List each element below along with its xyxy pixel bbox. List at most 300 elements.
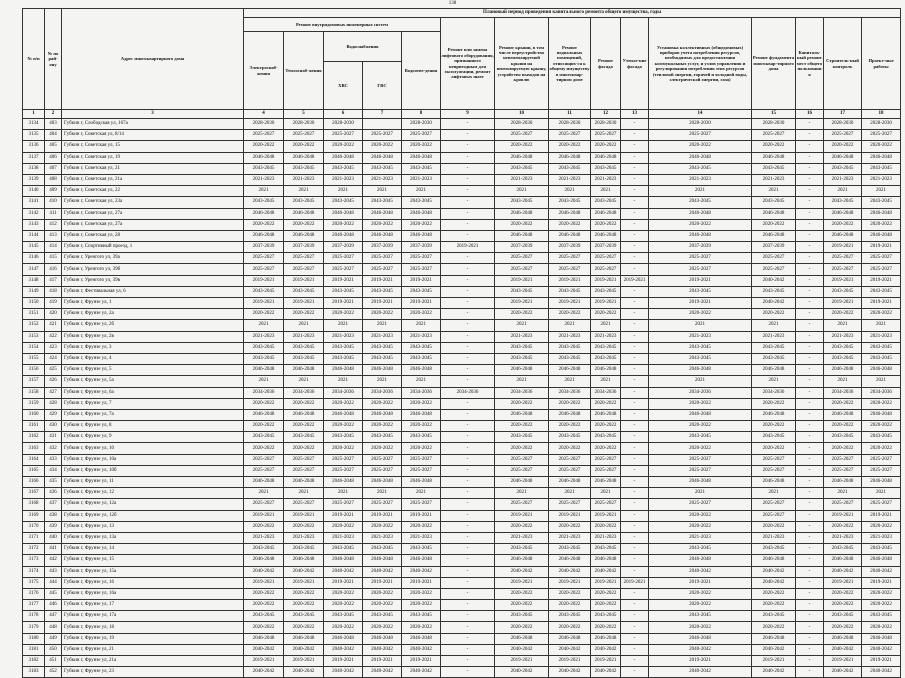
period-cell: 2021-2023 <box>649 532 752 543</box>
period-cell: 2021 <box>284 186 324 197</box>
period-cell: - <box>621 454 649 465</box>
period-cell: 2020-2022 <box>284 141 324 152</box>
index-cell: 437 <box>45 499 62 510</box>
period-cell: 2043-2045 <box>649 432 752 443</box>
period-cell: 2019-2021 <box>363 298 402 309</box>
period-cell: 2043-2045 <box>402 432 441 443</box>
address-cell: Губкин г, Фрунзе ул, 2б <box>62 320 244 331</box>
period-cell: - <box>621 130 649 141</box>
period-cell: - <box>796 197 824 208</box>
address-cell: Губкин г, Фрунзе ул, 19 <box>62 633 244 644</box>
address-cell: Губкин г, Фрунзе ул, 12а <box>62 499 244 510</box>
address-cell: Губкин г, Фрунзе ул, 17 <box>62 600 244 611</box>
table-header <box>23 9 901 119</box>
period-cell: 2020-2022 <box>284 521 324 532</box>
period-cell: 2021 <box>824 186 862 197</box>
index-cell: 3134 <box>23 119 45 130</box>
index-cell: 412 <box>45 219 62 230</box>
period-cell: - <box>796 387 824 398</box>
period-cell: 2046-2048 <box>402 409 441 420</box>
index-cell: 3169 <box>23 510 45 521</box>
period-cell: 2021 <box>862 186 901 197</box>
period-cell: 2020-2022 <box>752 309 796 320</box>
period-cell: 2020-2022 <box>591 309 621 320</box>
period-cell: 2025-2027 <box>324 253 363 264</box>
column-number: 12 <box>591 110 621 119</box>
period-cell: 2046-2048 <box>402 365 441 376</box>
period-cell: 2021-2023 <box>495 331 549 342</box>
period-cell: 2021 <box>495 320 549 331</box>
period-cell: 2020-2022 <box>824 600 862 611</box>
period-cell: 2020-2022 <box>591 521 621 532</box>
period-cell: 2019-2021 <box>324 275 363 286</box>
index-cell: 423 <box>45 342 62 353</box>
table-row <box>23 387 901 398</box>
period-cell: 2040-2042 <box>752 644 796 655</box>
period-cell: - <box>441 253 495 264</box>
period-cell: 2020-2022 <box>752 443 796 454</box>
page-number: 138 <box>448 1 457 6</box>
period-cell: 2020-2022 <box>495 600 549 611</box>
table-row <box>23 421 901 432</box>
period-cell: - <box>441 219 495 230</box>
period-cell: 2046-2048 <box>495 633 549 644</box>
column-number-row <box>23 110 901 119</box>
period-cell: 2025-2027 <box>752 465 796 476</box>
period-cell: 2043-2045 <box>402 163 441 174</box>
period-cell: 2020-2022 <box>363 309 402 320</box>
period-cell: 2020-2022 <box>402 219 441 230</box>
index-cell: 425 <box>45 365 62 376</box>
period-cell: 2020-2022 <box>363 443 402 454</box>
index-cell: 448 <box>45 622 62 633</box>
period-cell: 2020-2022 <box>862 141 901 152</box>
period-cell: 2025-2027 <box>363 253 402 264</box>
period-cell: 2021-2023 <box>649 174 752 185</box>
period-cell: 2046-2048 <box>862 633 901 644</box>
period-cell: - <box>441 309 495 320</box>
address-cell: Губкин г, Уренгого ул, 39б <box>62 264 244 275</box>
period-cell: 2020-2022 <box>324 309 363 320</box>
col-meters: Установка коллективных (общедомовых) приборов учета потребления ресурсов, необходимых для предоставления коммунальных услуг, и узлов управления и регулирования потребления этих ресурсов (тепловой энергии, горячей и холодной воды, электрической энергии, газа) <box>649 18 752 110</box>
period-cell: - <box>441 532 495 543</box>
period-cell: - <box>621 443 649 454</box>
period-cell: 2043-2045 <box>244 197 284 208</box>
table-row <box>23 353 901 364</box>
period-cell: 2046-2048 <box>244 633 284 644</box>
period-cell: 2043-2045 <box>549 611 591 622</box>
period-cell: 2021-2023 <box>752 331 796 342</box>
period-cell: 2020-2022 <box>824 622 862 633</box>
period-cell: 2025-2027 <box>324 499 363 510</box>
period-cell: 2046-2048 <box>591 477 621 488</box>
period-cell: 2028-2030 <box>402 119 441 130</box>
table-row <box>23 588 901 599</box>
period-cell: 2043-2045 <box>363 544 402 555</box>
table-row <box>23 667 901 678</box>
period-cell: 2028-2030 <box>649 119 752 130</box>
period-cell: 2043-2045 <box>244 286 284 297</box>
period-cell: - <box>441 331 495 342</box>
period-cell: 2046-2048 <box>363 152 402 163</box>
index-cell: 444 <box>45 577 62 588</box>
period-cell: - <box>796 130 824 141</box>
period-cell: 2021 <box>549 376 591 387</box>
period-cell: 2021-2023 <box>402 174 441 185</box>
period-cell: 2021 <box>363 488 402 499</box>
period-cell: 2046-2048 <box>495 555 549 566</box>
period-cell: 2020-2022 <box>284 588 324 599</box>
period-cell: 2020-2022 <box>363 600 402 611</box>
period-cell: 2019-2021 <box>862 510 901 521</box>
address-cell: Губкин г, Фрунзе ул, 10а <box>62 454 244 465</box>
period-cell: 2043-2045 <box>752 353 796 364</box>
period-cell: 2020-2022 <box>284 398 324 409</box>
period-cell: - <box>796 242 824 253</box>
period-cell: 2043-2045 <box>752 544 796 555</box>
period-cell: - <box>441 365 495 376</box>
period-cell: 2040-2042 <box>752 298 796 309</box>
period-cell: 2020-2022 <box>402 309 441 320</box>
period-cell: 2046-2048 <box>324 477 363 488</box>
table-row <box>23 186 901 197</box>
period-cell: - <box>441 130 495 141</box>
period-cell: 2043-2045 <box>752 432 796 443</box>
index-cell: 3160 <box>23 409 45 420</box>
period-cell: 2020-2022 <box>752 622 796 633</box>
period-cell: 2019-2021 <box>244 656 284 667</box>
period-cell: 2040-2042 <box>284 566 324 577</box>
period-cell: 2019-2021 <box>621 275 649 286</box>
period-cell: 2019-2021 <box>824 577 862 588</box>
period-cell: 2046-2048 <box>284 633 324 644</box>
period-cell: 2040-2042 <box>862 566 901 577</box>
period-cell: 2043-2045 <box>363 197 402 208</box>
period-cell: 2040-2042 <box>549 667 591 678</box>
col-basement: Ремонт подвальных помещений, относящих-ся к общему имуществу в многоквар-тирном доме <box>549 18 591 110</box>
period-cell: 2020-2022 <box>284 600 324 611</box>
period-cell: 2020-2022 <box>363 398 402 409</box>
column-number: 14 <box>649 110 752 119</box>
period-cell: 2025-2027 <box>649 130 752 141</box>
period-cell: 2046-2048 <box>752 409 796 420</box>
table-row <box>23 253 901 264</box>
period-cell: 2043-2045 <box>244 432 284 443</box>
period-cell: 2021-2023 <box>284 532 324 543</box>
period-cell: 2040-2042 <box>649 644 752 655</box>
period-cell: - <box>441 264 495 275</box>
index-cell: 439 <box>45 521 62 532</box>
period-cell: 2046-2048 <box>649 230 752 241</box>
period-cell: 2046-2048 <box>549 365 591 376</box>
period-cell: 2046-2048 <box>862 555 901 566</box>
period-cell: - <box>441 208 495 219</box>
period-cell: 2034-2036 <box>284 387 324 398</box>
period-cell: 2043-2045 <box>402 611 441 622</box>
period-cell: 2046-2048 <box>862 477 901 488</box>
period-cell: 2043-2045 <box>591 163 621 174</box>
period-cell: 2028-2030 <box>824 119 862 130</box>
period-cell: 2043-2045 <box>862 197 901 208</box>
index-cell: 404 <box>45 130 62 141</box>
address-cell: Губкин г, Фрунзе ул, 15 <box>62 555 244 566</box>
period-cell: 2025-2027 <box>324 130 363 141</box>
period-cell: 2046-2048 <box>402 230 441 241</box>
period-cell: 2021 <box>363 186 402 197</box>
period-cell: 2021-2023 <box>402 331 441 342</box>
address-cell: Губкин г, Советская ул, 21 <box>62 163 244 174</box>
period-cell: 2025-2027 <box>324 264 363 275</box>
index-cell: 3180 <box>23 633 45 644</box>
period-cell: 2040-2042 <box>495 566 549 577</box>
period-cell: 2021-2023 <box>591 532 621 543</box>
period-cell: 2019-2021 <box>549 656 591 667</box>
period-cell: 2046-2048 <box>649 477 752 488</box>
period-cell: 2046-2048 <box>495 152 549 163</box>
period-cell: 2020-2022 <box>402 398 441 409</box>
period-cell: 2040-2042 <box>824 667 862 678</box>
address-cell: Губкин г, Фрунзе ул, 14 <box>62 544 244 555</box>
address-cell: Губкин г, Спортивный проезд, 1 <box>62 242 244 253</box>
period-cell: 2025-2027 <box>244 454 284 465</box>
period-cell: 2043-2045 <box>244 353 284 364</box>
period-cell: 2043-2045 <box>363 286 402 297</box>
address-cell: Губкин г, Уренгого ул, 39а <box>62 253 244 264</box>
table-row <box>23 219 901 230</box>
index-cell: 449 <box>45 633 62 644</box>
period-cell: 2019-2021 <box>284 275 324 286</box>
period-cell: - <box>796 577 824 588</box>
period-cell: 2021 <box>752 488 796 499</box>
index-cell: 3149 <box>23 286 45 297</box>
period-cell: 2019-2021 <box>244 298 284 309</box>
period-cell: 2020-2022 <box>591 588 621 599</box>
table-row <box>23 499 901 510</box>
col-district-no: № по рай-ону <box>45 9 62 110</box>
index-cell: 3139 <box>23 174 45 185</box>
period-cell: 2040-2042 <box>752 566 796 577</box>
period-cell: 2020-2022 <box>649 141 752 152</box>
period-cell: 2020-2022 <box>591 141 621 152</box>
period-cell: 2019-2021 <box>244 577 284 588</box>
period-cell: 2019-2021 <box>649 656 752 667</box>
period-cell: 2034-2036 <box>363 387 402 398</box>
period-cell: 2043-2045 <box>324 611 363 622</box>
period-cell: 2043-2045 <box>824 611 862 622</box>
table-row <box>23 443 901 454</box>
period-cell: 2046-2048 <box>402 477 441 488</box>
index-cell: 436 <box>45 488 62 499</box>
column-number: 7 <box>363 110 402 119</box>
period-cell: 2019-2021 <box>591 298 621 309</box>
index-cell: 3136 <box>23 141 45 152</box>
col-heat: Теплоснаб-жения <box>284 32 324 110</box>
period-cell: 2040-2042 <box>591 644 621 655</box>
period-cell: 2043-2045 <box>824 163 862 174</box>
period-cell: 2043-2045 <box>824 286 862 297</box>
table-row <box>23 309 901 320</box>
period-cell: 2040-2042 <box>752 275 796 286</box>
period-cell: 2046-2048 <box>402 555 441 566</box>
period-cell: - <box>441 600 495 611</box>
period-cell: 2034-2036 <box>549 387 591 398</box>
table-row <box>23 409 901 420</box>
period-cell: - <box>796 622 824 633</box>
period-cell: 2043-2045 <box>549 342 591 353</box>
period-cell: 2020-2022 <box>752 219 796 230</box>
period-cell: 2020-2022 <box>824 309 862 320</box>
period-cell: 2046-2048 <box>402 208 441 219</box>
period-cell: 2046-2048 <box>591 409 621 420</box>
period-cell: 2021 <box>244 186 284 197</box>
index-cell: 3173 <box>23 555 45 566</box>
period-cell: 2043-2045 <box>591 432 621 443</box>
period-cell: 2043-2045 <box>591 197 621 208</box>
period-cell: 2019-2021 <box>824 510 862 521</box>
period-cell: 2021-2023 <box>244 174 284 185</box>
period-cell: - <box>796 365 824 376</box>
period-cell: - <box>796 566 824 577</box>
period-cell: 2046-2048 <box>284 230 324 241</box>
period-cell: - <box>796 454 824 465</box>
period-cell: - <box>441 432 495 443</box>
period-cell: 2043-2045 <box>649 342 752 353</box>
period-cell: 2040-2042 <box>824 566 862 577</box>
period-cell: 2020-2022 <box>862 421 901 432</box>
period-cell: 2043-2045 <box>324 544 363 555</box>
period-cell: 2043-2045 <box>862 286 901 297</box>
period-cell: 2040-2042 <box>244 566 284 577</box>
period-cell: 2043-2045 <box>649 353 752 364</box>
period-cell: 2025-2027 <box>402 499 441 510</box>
period-cell: 2025-2027 <box>549 253 591 264</box>
period-cell: 2043-2045 <box>495 286 549 297</box>
period-cell: 2025-2027 <box>752 454 796 465</box>
period-cell: 2020-2022 <box>363 421 402 432</box>
index-cell: 3145 <box>23 242 45 253</box>
period-cell: 2040-2042 <box>549 566 591 577</box>
period-cell: - <box>621 242 649 253</box>
period-cell: 2021 <box>549 186 591 197</box>
period-cell: 2025-2027 <box>549 130 591 141</box>
index-cell: 3143 <box>23 219 45 230</box>
period-cell: 2020-2022 <box>495 521 549 532</box>
period-cell: 2021-2023 <box>244 331 284 342</box>
period-cell: 2043-2045 <box>284 611 324 622</box>
period-cell: 2046-2048 <box>244 555 284 566</box>
table-row <box>23 577 901 588</box>
address-cell: Губкин г, Уренгого ул, 39в <box>62 275 244 286</box>
address-cell: Губкин г, Фрунзе ул, 7а <box>62 409 244 420</box>
period-cell: - <box>621 320 649 331</box>
period-cell: - <box>796 163 824 174</box>
period-cell: 2043-2045 <box>752 342 796 353</box>
index-cell: 3165 <box>23 465 45 476</box>
period-cell: 2034-2036 <box>591 387 621 398</box>
period-cell: - <box>441 588 495 599</box>
period-cell: 2020-2022 <box>495 421 549 432</box>
index-cell: 411 <box>45 208 62 219</box>
period-cell: - <box>796 342 824 353</box>
period-cell: 2046-2048 <box>591 152 621 163</box>
period-cell: 2021 <box>244 320 284 331</box>
column-number: 11 <box>549 110 591 119</box>
col-electro: Электроснаб-жения <box>244 32 284 110</box>
period-cell: 2037-2039 <box>363 242 402 253</box>
index-cell: 3140 <box>23 186 45 197</box>
table-row <box>23 141 901 152</box>
period-cell: 2019-2021 <box>824 656 862 667</box>
period-cell: - <box>796 141 824 152</box>
period-cell: 2040-2042 <box>824 644 862 655</box>
period-cell: 2020-2022 <box>495 622 549 633</box>
period-cell: 2020-2022 <box>549 421 591 432</box>
period-cell: 2043-2045 <box>284 286 324 297</box>
column-number: 17 <box>824 110 862 119</box>
period-cell: 2043-2045 <box>591 342 621 353</box>
period-cell: 2046-2048 <box>649 409 752 420</box>
period-cell: 2025-2027 <box>862 465 901 476</box>
col-no: № п/п <box>23 9 45 110</box>
index-cell: 3148 <box>23 275 45 286</box>
period-cell: - <box>796 208 824 219</box>
period-cell: 2043-2045 <box>363 342 402 353</box>
period-cell: 2046-2048 <box>495 477 549 488</box>
repair-schedule-table <box>22 8 901 678</box>
period-cell: 2043-2045 <box>649 286 752 297</box>
period-cell: 2046-2048 <box>824 477 862 488</box>
period-cell: - <box>441 521 495 532</box>
period-cell: 2043-2045 <box>752 286 796 297</box>
address-cell: Губкин г, Советская ул, 27а <box>62 219 244 230</box>
index-cell: 3147 <box>23 264 45 275</box>
period-cell: 2019-2021 <box>862 656 901 667</box>
table-row <box>23 633 901 644</box>
period-cell: - <box>796 353 824 364</box>
period-cell: 2020-2022 <box>244 588 284 599</box>
period-cell: 2025-2027 <box>862 264 901 275</box>
table-row <box>23 465 901 476</box>
period-cell: 2021 <box>402 376 441 387</box>
index-cell: 433 <box>45 454 62 465</box>
period-cell: 2025-2027 <box>824 465 862 476</box>
index-cell: 443 <box>45 566 62 577</box>
period-cell: - <box>796 309 824 320</box>
period-cell: 2025-2027 <box>284 130 324 141</box>
index-cell: 422 <box>45 331 62 342</box>
period-cell: - <box>441 510 495 521</box>
period-cell: 2020-2022 <box>363 141 402 152</box>
period-cell: 2046-2048 <box>549 633 591 644</box>
address-cell: Губкин г, Фрунзе ул, 12б <box>62 510 244 521</box>
index-cell: 3146 <box>23 253 45 264</box>
period-cell: 2020-2022 <box>324 521 363 532</box>
period-cell: - <box>621 174 649 185</box>
column-number: 16 <box>796 110 824 119</box>
period-cell: 2019-2021 <box>284 577 324 588</box>
period-cell: - <box>441 119 495 130</box>
period-cell: 2025-2027 <box>591 465 621 476</box>
period-cell: 2019-2021 <box>495 275 549 286</box>
period-cell: 2043-2045 <box>824 353 862 364</box>
period-cell: 2037-2039 <box>495 242 549 253</box>
index-cell: 447 <box>45 611 62 622</box>
period-cell: 2019-2021 <box>363 510 402 521</box>
period-cell: 2025-2027 <box>862 454 901 465</box>
index-cell: 408 <box>45 174 62 185</box>
period-cell: 2019-2021 <box>591 656 621 667</box>
period-cell: 2046-2048 <box>324 633 363 644</box>
